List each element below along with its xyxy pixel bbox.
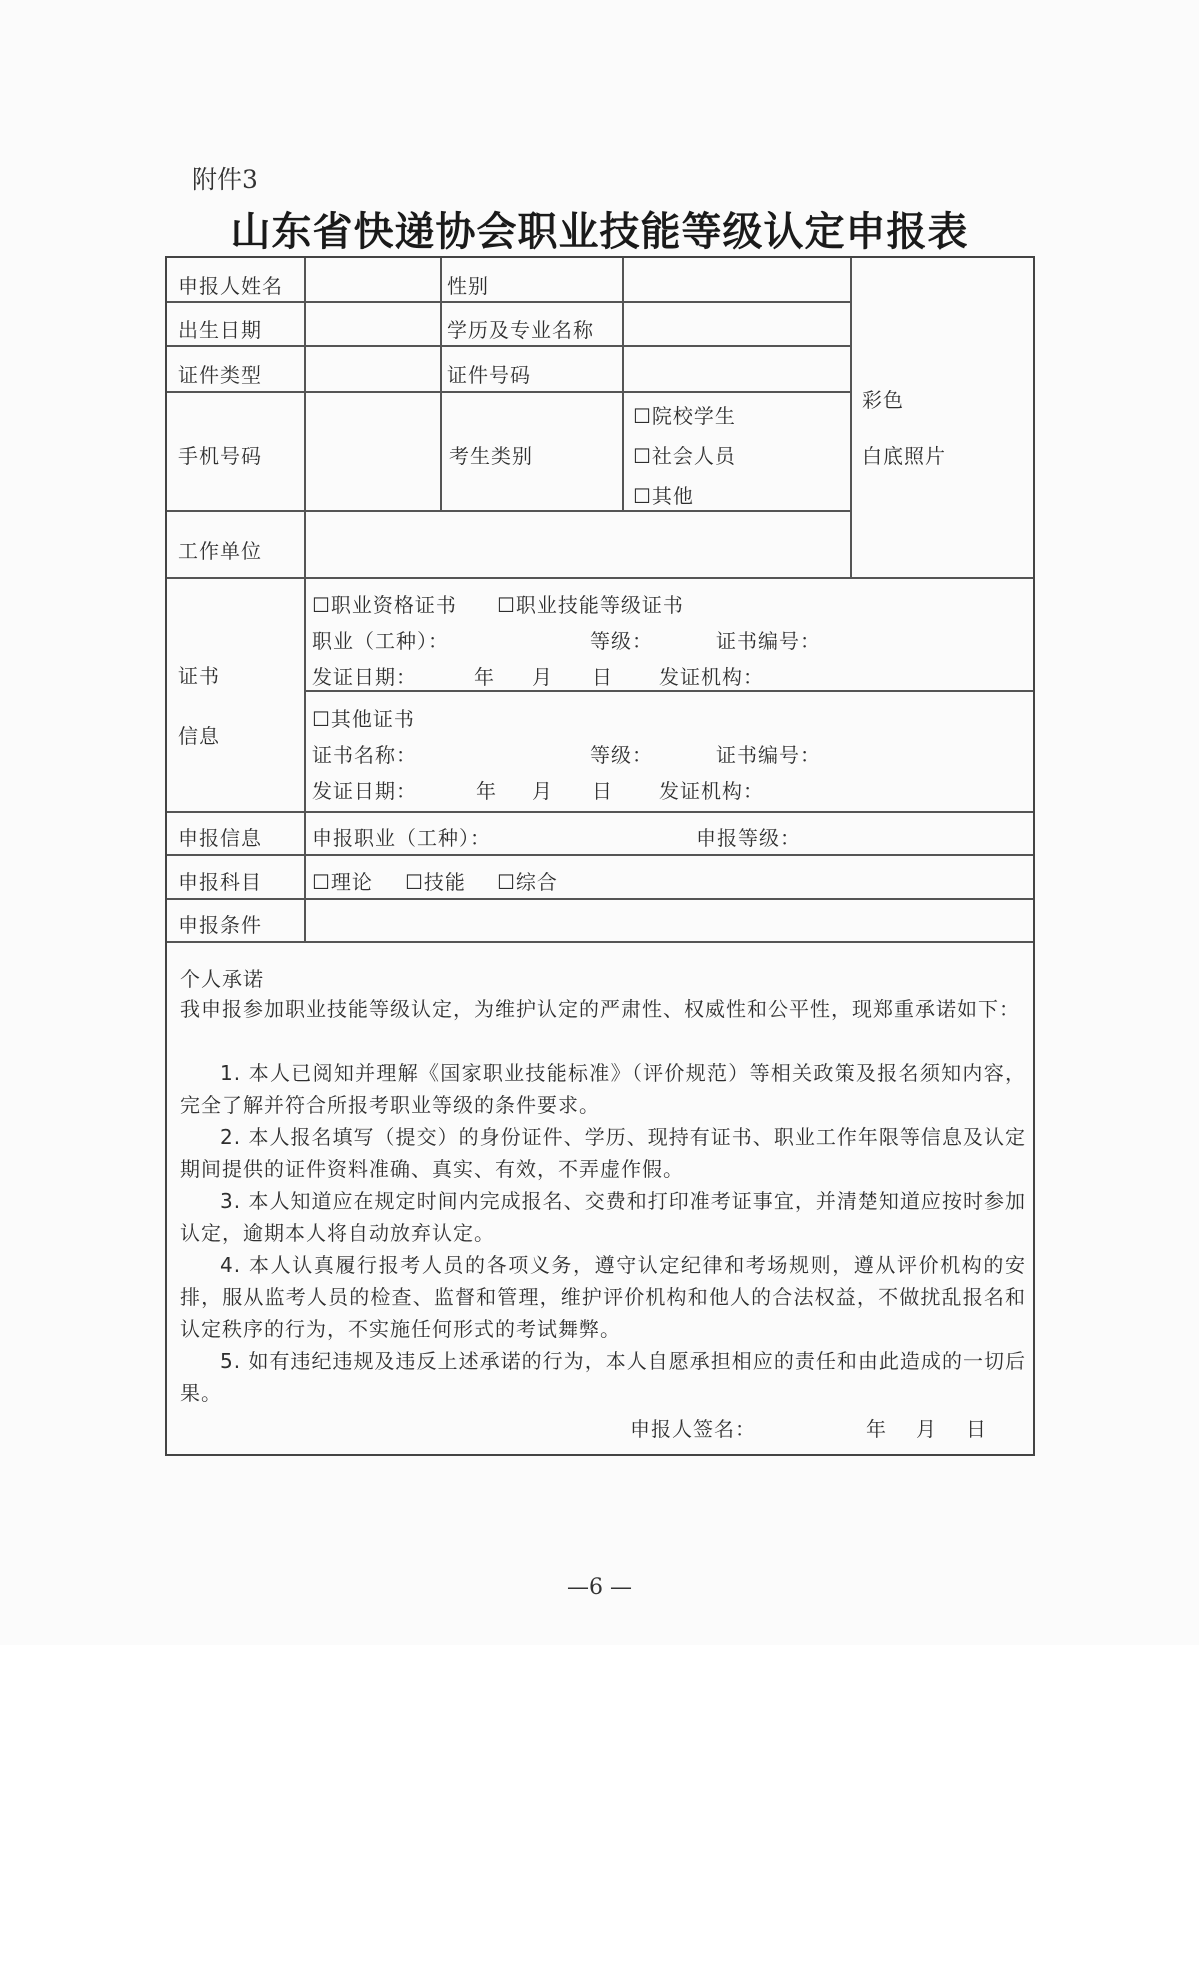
input-education[interactable]: [623, 304, 843, 344]
attachment-label: 附件3: [192, 165, 258, 194]
label-birth-date: 出生日期: [178, 318, 262, 342]
checkbox-theory[interactable]: ☐理论: [312, 870, 373, 894]
signature-day: 日: [966, 1417, 987, 1441]
pledge-intro: 我申报参加职业技能等级认定，为维护认定的严肃性、权威性和公平性，现郑重承诺如下：: [180, 997, 1020, 1021]
label-gender: 性别: [447, 274, 489, 298]
input-application-condition[interactable]: [305, 900, 1033, 940]
pledge-item-5: 5. 如有违纪违规及违反上述承诺的行为，本人自愿承担相应的责任和由此造成的一切后果。: [180, 1349, 1026, 1405]
pledge-item-3: 3. 本人知道应在规定时间内完成报名、交费和打印准考证事宜，并清楚知道应按时参加认定，逾期本人将自动放弃认定。: [180, 1189, 1026, 1245]
label-cert-number-2: 证书编号：: [716, 743, 821, 767]
label-year-2: 年: [476, 779, 497, 803]
label-certificate: 证书: [178, 664, 220, 688]
label-applied-level: 申报等级：: [696, 826, 801, 850]
label-issue-date-2: 发证日期：: [312, 779, 417, 803]
label-month: 月: [532, 665, 553, 689]
label-education: 学历及专业名称: [447, 318, 594, 342]
photo-label-white-bg: 白底照片: [862, 444, 946, 468]
label-issuer-2: 发证机构：: [659, 779, 764, 803]
label-applicant-name: 申报人姓名: [178, 274, 283, 298]
label-phone: 手机号码: [178, 444, 262, 468]
checkbox-comprehensive[interactable]: ☐综合: [497, 870, 558, 894]
signature-field[interactable]: [760, 1406, 860, 1442]
label-level: 等级：: [590, 629, 653, 653]
input-applicant-name[interactable]: [305, 262, 435, 300]
label-year: 年: [474, 665, 495, 689]
label-cert-name: 证书名称：: [312, 743, 417, 767]
pledge-item-4: 4. 本人认真履行报考人员的各项义务，遵守认定纪律和考场规则，遵从评价机构的安排，服从监考人员的检查、监督和管理，维护评价机构和他人的合法权益，不做扰乱报名和认定秩序的行为，不实施任何形式的考试舞弊。: [180, 1253, 1026, 1341]
label-level-2: 等级：: [590, 743, 653, 767]
photo-slot[interactable]: [850, 260, 1030, 575]
label-application-subject: 申报科目: [178, 870, 262, 894]
label-issuer: 发证机构：: [659, 665, 764, 689]
checkbox-other[interactable]: ☐其他: [633, 484, 694, 508]
input-birth-date[interactable]: [305, 304, 435, 344]
form-title: 山东省快递协会职业技能等级认定申报表: [230, 209, 969, 255]
label-cert-number: 证书编号：: [716, 629, 821, 653]
label-candidate-type: 考生类别: [449, 444, 533, 468]
label-application-info: 申报信息: [178, 826, 262, 850]
label-occupation: 职业（工种）：: [312, 629, 449, 653]
label-day-2: 日: [592, 779, 613, 803]
checkbox-qualification-cert[interactable]: ☐职业资格证书: [312, 593, 457, 617]
label-issue-date: 发证日期：: [312, 665, 417, 689]
pledge-item-1: 1. 本人已阅知并理解《国家职业技能标准》（评价规范）等相关政策及报名须知内容，完全了解并符合所报考职业等级的条件要求。: [180, 1061, 1026, 1117]
label-id-type: 证件类型: [178, 363, 262, 387]
checkbox-college-student[interactable]: ☐院校学生: [633, 404, 736, 428]
pledge-item-2: 2. 本人报名填写（提交）的身份证件、学历、现持有证书、职业工作年限等信息及认定期间提供的证件资料准确、真实、有效，不弄虚作假。: [180, 1125, 1026, 1181]
photo-label-color: 彩色: [862, 388, 904, 412]
checkbox-other-cert[interactable]: ☐其他证书: [312, 707, 415, 731]
label-id-number: 证件号码: [447, 363, 531, 387]
signature-year: 年: [866, 1417, 887, 1441]
signature-month: 月: [916, 1417, 937, 1441]
signature-label: 申报人签名：: [630, 1417, 756, 1441]
input-id-type[interactable]: [305, 348, 435, 390]
label-certificate-info: 信息: [178, 724, 220, 748]
input-gender[interactable]: [623, 262, 843, 300]
page-number: —6 —: [567, 1575, 632, 1600]
checkbox-public[interactable]: ☐社会人员: [633, 444, 736, 468]
input-employer[interactable]: [305, 512, 845, 572]
input-id-number[interactable]: [623, 348, 843, 390]
checkbox-skill-level-cert[interactable]: ☐职业技能等级证书: [497, 593, 684, 617]
checkbox-skill[interactable]: ☐技能: [405, 870, 466, 894]
pledge-heading: 个人承诺: [180, 967, 264, 991]
label-applied-occupation: 申报职业（工种）：: [312, 826, 491, 850]
label-month-2: 月: [532, 779, 553, 803]
label-application-condition: 申报条件: [178, 913, 262, 937]
label-employer: 工作单位: [178, 539, 262, 563]
input-phone[interactable]: [305, 394, 435, 506]
label-day: 日: [592, 665, 613, 689]
